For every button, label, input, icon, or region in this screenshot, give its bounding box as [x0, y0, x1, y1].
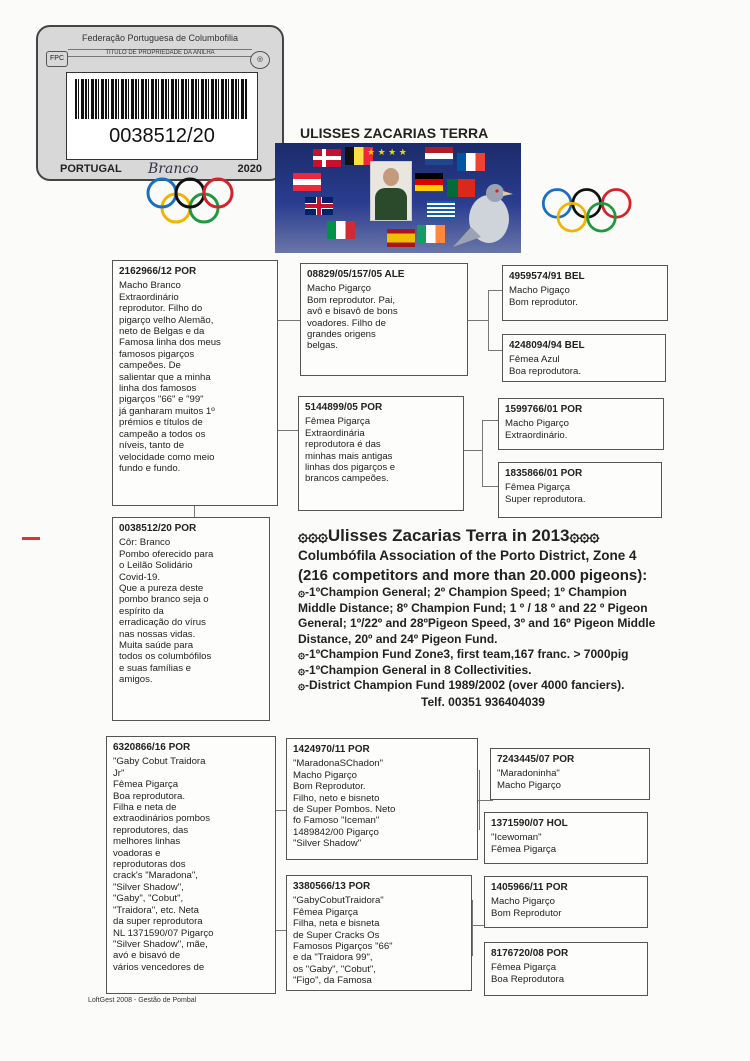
description: Fêmea Azul Boa reprodutora.: [509, 354, 581, 377]
result-line: ۞-1ºChampion Fund Zone3, first team,167 franc. > 7000pig: [298, 647, 629, 661]
pedigree-box-sds: [498, 398, 664, 450]
result-line: ۞-District Champion Fund 1989/2002 (over 4000 fanciers).: [298, 678, 625, 692]
phone-number: Telf. 00351 936404039: [421, 694, 545, 709]
ring-id: 2162966/12 POR: [119, 266, 197, 277]
connector-line: [482, 420, 498, 421]
ring-id: 0038512/20 POR: [119, 523, 197, 534]
result-line: ۞-1ºChampion General in 8 Collectivities.: [298, 662, 532, 677]
connector-line: [468, 320, 488, 321]
barcode: [75, 79, 247, 119]
flag-france-icon: [457, 153, 485, 171]
flag-spain-icon: [387, 229, 415, 247]
ring-id: 1835866/01 POR: [505, 468, 583, 479]
ring-id: 5144899/05 POR: [305, 402, 383, 413]
ring-id: 1599766/01 POR: [505, 404, 583, 415]
pedigree-box-ddd: [484, 942, 648, 996]
federation-logo-icon: FPC: [46, 51, 68, 67]
description: "Icewoman" Fêmea Pigarça: [491, 832, 557, 855]
connector-line: [477, 800, 493, 801]
ring-certificate-card: [36, 25, 284, 181]
pedigree-box-ssd: [502, 334, 666, 382]
pedigree-box-dss: [490, 748, 650, 800]
pedigree-box-dam-dam: [286, 875, 472, 991]
pedigree-box-dam: [106, 736, 276, 994]
description: Macho Pigarço Bom reprodutor. Pai, avô e bisavô de bons voadores. Filho de grandes origens belgas.: [307, 283, 398, 352]
description: Macho Pigarço Bom Reprodutor: [491, 896, 562, 919]
pigeon-icon: [451, 177, 517, 249]
pedigree-box-dsd: [484, 812, 648, 864]
footer-credit: LoftGest 2008 - Gestão de Pombal: [88, 997, 197, 1004]
description: Côr: Branco Pombo oferecido para o Leilão Solidário Covid-19. Que a pureza deste pombo branco seja o espírito da erradicação do vírus nas nossas vidas. Muita saúde para todos os columbófilos e suas famílias e amigos.: [119, 537, 214, 686]
flag-uk-icon: [305, 197, 333, 215]
ring-id: 4959574/91 BEL: [509, 271, 585, 282]
description: "Maradoninha" Macho Pigarço: [497, 768, 561, 791]
ring-id: 4248094/94 BEL: [509, 340, 585, 351]
competitors-line: (216 competitors and more than 20.000 pigeons):: [298, 567, 648, 584]
connector-line: [488, 290, 489, 350]
federation-name: Federação Portuguesa de Columbofilia: [81, 33, 239, 43]
country-label: PORTUGAL: [60, 163, 122, 175]
ring-id: 1424970/11 POR: [293, 744, 370, 755]
connector-line: [278, 320, 300, 321]
flag-netherlands-icon: [425, 147, 453, 165]
description: "GabyCobutTraidora" Fêmea Pigarça Filha, neta e bisneta de Super Cracks Os Famosos Pigarços "66" e da "Traidora 99", os "Gaby", "Cobut", "Figo", da Famosa: [293, 895, 393, 987]
description: Fêmea Pigarça Extraordinária reprodutora é das minhas mais antigas linhas dos pigarços e brancos campeões.: [305, 416, 396, 485]
pedigree-box-sire-dam: [298, 396, 464, 511]
connector-line: [470, 925, 484, 926]
portrait-photo: [370, 161, 412, 221]
flag-denmark-icon: [313, 149, 341, 167]
flag-ireland-icon: [417, 225, 445, 243]
barcode-area: [66, 72, 258, 160]
connector-line: [464, 450, 482, 451]
ring-number: 0038512/20: [109, 125, 215, 147]
ring-id: 7243445/07 POR: [497, 754, 575, 765]
title-line: TITULO DE PROPRIEDADE DA ANILHA: [68, 49, 252, 57]
ring-id: 08829/05/157/05 ALE: [307, 269, 405, 280]
flag-germany-icon: [415, 173, 443, 191]
ring-id: 1405966/11 POR: [491, 882, 568, 893]
connector-line: [482, 420, 483, 486]
handwritten-color: Branco: [148, 161, 199, 177]
results-block: [298, 525, 668, 709]
eu-stars-icon: ★ ★ ★ ★: [367, 147, 407, 157]
association-line: Columbófila Association of the Porto District, Zone 4: [298, 548, 637, 563]
connector-line: [482, 486, 498, 487]
olympic-rings-left-icon: [138, 168, 268, 228]
pedigree-box-sire-sire: [300, 263, 468, 376]
pedigree-box-subject: [112, 517, 270, 721]
description: "MaradonaSChadon" Macho Pigarço Bom Reprodutor. Filho, neto e bisneto de Super Pombos. Neto fo Famoso "Iceman" 1489842/00 Pigarço "Silver Shadow": [293, 758, 396, 850]
pedigree-box-sdd: [498, 462, 662, 518]
pedigree-box-sire: [112, 260, 278, 506]
result-line: ۞-1ºChampion General; 2º Champion Speed; 1º Champion Middle Distance; 8º Champion Fund; 1 º / 18 º and 22 º Pigeon General; 1º/22º and 28ºPigeon Speed, 3º and 16º Pigeon Middle Distance, 20º and 24º Pigeon Fund.: [298, 585, 656, 646]
connector-line: [276, 930, 286, 931]
connector-line: [278, 430, 298, 431]
flag-austria-icon: [293, 173, 321, 191]
description: Fêmea Pigarça Boa Reprodutora: [491, 962, 565, 985]
ring-id: 8176720/08 POR: [491, 948, 569, 959]
description: Macho Pigaço Bom reprodutor.: [509, 285, 578, 308]
ring-id: 1371590/07 HOL: [491, 818, 568, 829]
connector-line: [488, 290, 502, 291]
description: Macho Pigarço Extraordinário.: [505, 418, 569, 441]
olympic-rings-right-icon: [535, 178, 655, 238]
description: "Gaby Cobut Traidora Jr" Fêmea Pigarça Boa reprodutora. Filha e neta de extraodinários pombos reprodutores, das melhores linhas voadoras e reprodutoras dos crack's "Maradona", "Silver Shadow", "Gaby", "Cobut", "Traidora", etc. Neta da super reprodutora NL 1371590/07 Pigarço "Silver Shadow", mãe, avó e bisavó de vários vencedores de: [113, 756, 214, 973]
description: Macho Branco Extraordinário reprodutor. Filho do pigarço velho Alemão, neto de Belgas e da Famosa linha dos meus famosos pigarços campeões. De salientar que a minha linha dos famosos pigarços "66" e "99" já ganharam muitos 1º prémios e títulos de campeão a todos os níveis, tanto de velocidade como meio fundo e fundo.: [119, 280, 221, 474]
flags-banner-image: [275, 143, 521, 253]
red-margin-mark: [22, 537, 40, 540]
flag-italy-icon: [327, 221, 355, 239]
connector-line: [488, 350, 502, 351]
ring-logo-icon: ◎: [250, 51, 270, 69]
description: Fêmea Pigarça Super reprodutora.: [505, 482, 586, 505]
ring-id: 3380566/13 POR: [293, 881, 371, 892]
connector-line: [472, 900, 473, 956]
results-heading: ۞۞۞Ulisses Zacarias Terra in 2013۞۞۞: [298, 526, 600, 545]
pedigree-box-dds: [484, 876, 648, 928]
ring-id: 6320866/16 POR: [113, 742, 191, 753]
pedigree-box-dam-sire: [286, 738, 478, 860]
ring-year: 2020: [237, 163, 262, 175]
pedigree-box-sss: [502, 265, 668, 321]
owner-name: ULISSES ZACARIAS TERRA: [300, 125, 489, 141]
